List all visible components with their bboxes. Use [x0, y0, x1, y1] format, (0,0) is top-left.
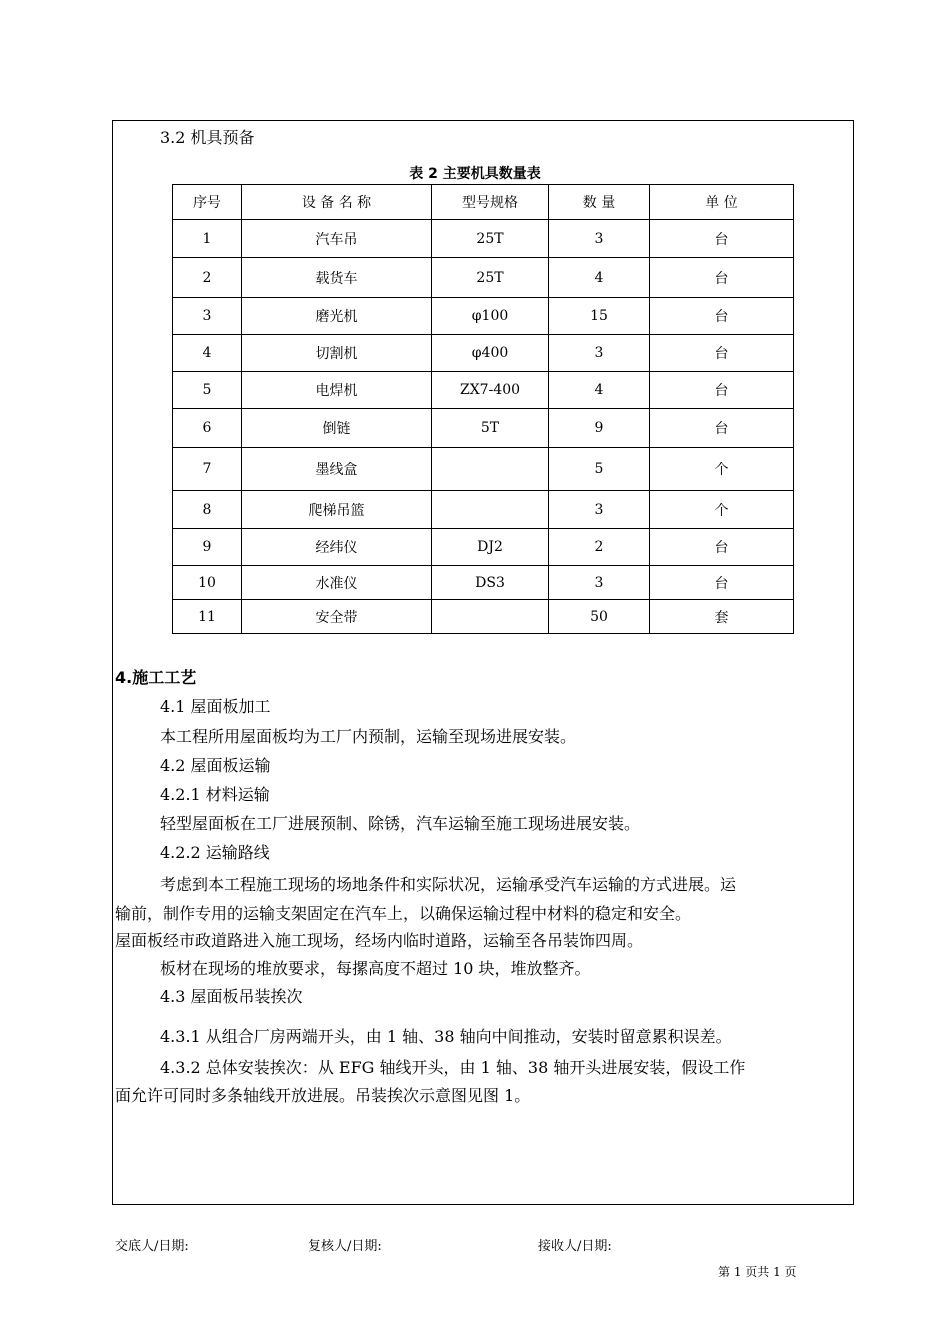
table-cell: 个 [650, 491, 794, 529]
table-cell: 载货车 [242, 258, 432, 298]
table-cell: 台 [650, 409, 794, 448]
table-row [173, 298, 794, 335]
table-cell: 倒链 [242, 409, 432, 448]
table-row [173, 409, 794, 448]
table-cell: φ100 [432, 298, 549, 335]
table-cell: 10 [173, 566, 242, 600]
body-line: 4.2.2 运输路线 [160, 843, 270, 862]
equipment-table [172, 184, 794, 634]
table-cell: 15 [549, 298, 650, 335]
body-line: 4.3.2 总体安装挨次：从 EFG 轴线开头，由 1 轴、38 轴开头进展安装，假设工作 [160, 1058, 746, 1077]
table-cell: 5 [173, 372, 242, 409]
table-cell: 墨线盒 [242, 448, 432, 491]
reviewer-label: 复核人/日期: [308, 1239, 382, 1254]
body-line: 4.3.1 从组合厂房两端开头，由 1 轴、38 轴向中间推动，安装时留意累积误差。 [160, 1027, 732, 1046]
table-row [173, 220, 794, 258]
table-cell: 6 [173, 409, 242, 448]
table-cell [432, 491, 549, 529]
receiver-label: 接收人/日期: [538, 1239, 612, 1254]
table-cell: 8 [173, 491, 242, 529]
page-number: 第 1 页共 1 页 [718, 1265, 797, 1279]
body-line: 板材在现场的堆放要求，每摞高度不超过 10 块，堆放整齐。 [160, 959, 591, 978]
table-cell: 台 [650, 529, 794, 566]
table-cell: 2 [173, 258, 242, 298]
table-row [173, 258, 794, 298]
table-cell: 11 [173, 600, 242, 634]
table-row [173, 566, 794, 600]
table-cell: 台 [650, 298, 794, 335]
table-title: 表 2 主要机具数量表 [409, 166, 541, 182]
table-cell: 3 [549, 491, 650, 529]
table-cell: 台 [650, 566, 794, 600]
table-cell: 4 [549, 372, 650, 409]
table-cell: 序号 [173, 185, 242, 220]
table-cell: 台 [650, 335, 794, 372]
table-cell: 3 [549, 220, 650, 258]
handover-label: 交底人/日期: [115, 1239, 189, 1254]
table-cell: 9 [173, 529, 242, 566]
table-cell: 台 [650, 258, 794, 298]
table-cell: DJ2 [432, 529, 549, 566]
table-cell: DS3 [432, 566, 549, 600]
table-cell: 爬梯吊篮 [242, 491, 432, 529]
table-cell: 25T [432, 220, 549, 258]
table-cell: 4 [173, 335, 242, 372]
table-cell: 50 [549, 600, 650, 634]
body-line: 4.3 屋面板吊装挨次 [160, 987, 303, 1006]
table-cell: 1 [173, 220, 242, 258]
table-cell: 单 位 [650, 185, 794, 220]
table-cell: 个 [650, 448, 794, 491]
table-cell: 设 备 名 称 [242, 185, 432, 220]
table-cell: 25T [432, 258, 549, 298]
table-row [173, 529, 794, 566]
section-heading: 3.2 机具预备 [160, 128, 255, 147]
table-cell: 9 [549, 409, 650, 448]
table-cell: 汽车吊 [242, 220, 432, 258]
table-cell: 4 [549, 258, 650, 298]
body-line: 屋面板经市政道路进入施工现场，经场内临时道路，运输至各吊装饰四周。 [115, 931, 644, 950]
body-line: 4.2 屋面板运输 [160, 756, 271, 775]
table-row [173, 491, 794, 529]
body-line: 本工程所用屋面板均为工厂内预制，运输至现场进展安装。 [160, 727, 577, 746]
table-cell: ZX7-400 [432, 372, 549, 409]
table-cell: 台 [650, 220, 794, 258]
table-cell: 经纬仪 [242, 529, 432, 566]
table-row [173, 448, 794, 491]
table-cell: 型号规格 [432, 185, 549, 220]
table-cell: 水准仪 [242, 566, 432, 600]
table-cell: 5 [549, 448, 650, 491]
table-cell: 2 [549, 529, 650, 566]
table-row [173, 372, 794, 409]
table-row [173, 600, 794, 634]
body-line: 输前，制作专用的运输支架固定在汽车上，以确保运输过程中材料的稳定和安全。 [115, 904, 692, 923]
body-line: 考虑到本工程施工现场的场地条件和实际状况，运输承受汽车运输的方式进展。运 [160, 875, 737, 894]
body-line: 4.1 屋面板加工 [160, 697, 271, 716]
table-cell [432, 600, 549, 634]
table-cell [432, 448, 549, 491]
table-cell: 5T [432, 409, 549, 448]
table-cell: 安全带 [242, 600, 432, 634]
body-line: 面允许可同时多条轴线开放进展。吊装挨次示意图见图 1。 [115, 1086, 531, 1105]
table-row [173, 335, 794, 372]
table-cell: 3 [549, 566, 650, 600]
table-cell: φ400 [432, 335, 549, 372]
body-line: 4.2.1 材料运输 [160, 785, 270, 804]
body-line: 轻型屋面板在工厂进展预制、除锈，汽车运输至施工现场进展安装。 [160, 814, 641, 833]
table-cell: 台 [650, 372, 794, 409]
section-heading: 4.施工工艺 [115, 668, 197, 687]
table-cell: 切割机 [242, 335, 432, 372]
table-cell: 数 量 [549, 185, 650, 220]
table-cell: 电焊机 [242, 372, 432, 409]
table-cell: 套 [650, 600, 794, 634]
table-cell: 3 [173, 298, 242, 335]
table-header-row [173, 185, 794, 220]
table-cell: 7 [173, 448, 242, 491]
table-cell: 3 [549, 335, 650, 372]
table-cell: 磨光机 [242, 298, 432, 335]
